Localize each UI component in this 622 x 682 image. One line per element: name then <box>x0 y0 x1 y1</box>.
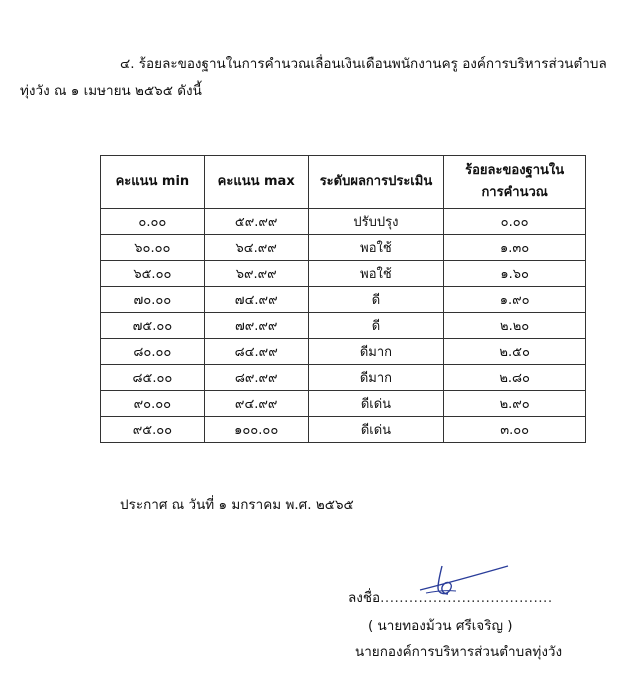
signature-dots: .................................... <box>380 590 553 606</box>
cell-base-percentage: ๒.๙๐ <box>444 391 586 417</box>
table-row <box>101 261 586 287</box>
cell-base-percentage: ๒.๕๐ <box>444 339 586 365</box>
cell-evaluation-level: ปรับปรุง <box>308 209 444 235</box>
cell-score-max: ๖๙.๙๙ <box>204 261 308 287</box>
cell-evaluation-level: ดีเด่น <box>308 391 444 417</box>
cell-score-max: ๕๙.๙๙ <box>204 209 308 235</box>
header-base-percentage <box>444 156 586 209</box>
table-row <box>101 209 586 235</box>
cell-score-max: ๑๐๐.๐๐ <box>204 417 308 443</box>
cell-base-percentage: ๑.๙๐ <box>444 287 586 313</box>
cell-base-percentage: ๐.๐๐ <box>444 209 586 235</box>
salary-rate-table <box>100 155 586 443</box>
cell-evaluation-level: ดีมาก <box>308 365 444 391</box>
cell-evaluation-level: พอใช้ <box>308 235 444 261</box>
table-row <box>101 417 586 443</box>
cell-base-percentage: ๒.๒๐ <box>444 313 586 339</box>
paragraph-line-2: ทุ่งวัง ณ ๑ เมษายน ๒๕๖๕ ดังนี้ <box>20 83 202 99</box>
cell-evaluation-level: ดี <box>308 313 444 339</box>
cell-score-max: ๗๔.๙๙ <box>204 287 308 313</box>
paragraph-line-1: ๔. ร้อยละของฐานในการคำนวณเลื่อนเงินเดือนพนักงานครู องค์การบริหารส่วนตำบล <box>120 56 607 72</box>
cell-score-min: ๘๕.๐๐ <box>101 365 205 391</box>
signer-position: นายกองค์การบริหารส่วนตำบลทุ่งวัง <box>355 644 563 660</box>
table-body <box>101 209 586 443</box>
signer-name: ( นายทองม้วน ศรีเจริญ ) <box>368 618 513 634</box>
cell-score-min: ๙๕.๐๐ <box>101 417 205 443</box>
table-row <box>101 339 586 365</box>
announcement-date: ประกาศ ณ วันที่ ๑ มกราคม พ.ศ. ๒๕๖๕ <box>120 497 354 513</box>
header-base-percentage-line1: ร้อยละของฐานใน <box>465 163 565 178</box>
header-evaluation-level: ระดับผลการประเมิน <box>308 156 444 209</box>
table-row <box>101 287 586 313</box>
signature-label: ลงชื่อ <box>348 590 381 606</box>
cell-score-max: ๙๔.๙๙ <box>204 391 308 417</box>
cell-score-max: ๘๙.๙๙ <box>204 365 308 391</box>
cell-score-max: ๖๔.๙๙ <box>204 235 308 261</box>
cell-evaluation-level: ดี <box>308 287 444 313</box>
cell-score-min: ๐.๐๐ <box>101 209 205 235</box>
header-score-min: คะแนน min <box>101 156 205 209</box>
table-header-row <box>101 156 586 209</box>
cell-base-percentage: ๒.๘๐ <box>444 365 586 391</box>
cell-score-min: ๖๕.๐๐ <box>101 261 205 287</box>
header-score-max: คะแนน max <box>204 156 308 209</box>
cell-score-max: ๗๙.๙๙ <box>204 313 308 339</box>
cell-evaluation-level: พอใช้ <box>308 261 444 287</box>
cell-score-min: ๙๐.๐๐ <box>101 391 205 417</box>
cell-score-min: ๖๐.๐๐ <box>101 235 205 261</box>
cell-score-max: ๘๔.๙๙ <box>204 339 308 365</box>
header-base-percentage-line2: การคำนวณ <box>481 185 548 200</box>
signature-line <box>348 586 553 608</box>
table-row <box>101 365 586 391</box>
table-row <box>101 391 586 417</box>
cell-evaluation-level: ดีมาก <box>308 339 444 365</box>
cell-score-min: ๗๕.๐๐ <box>101 313 205 339</box>
cell-score-min: ๘๐.๐๐ <box>101 339 205 365</box>
table-row <box>101 235 586 261</box>
cell-score-min: ๗๐.๐๐ <box>101 287 205 313</box>
table-row <box>101 313 586 339</box>
cell-base-percentage: ๑.๓๐ <box>444 235 586 261</box>
cell-base-percentage: ๓.๐๐ <box>444 417 586 443</box>
cell-evaluation-level: ดีเด่น <box>308 417 444 443</box>
cell-base-percentage: ๑.๖๐ <box>444 261 586 287</box>
